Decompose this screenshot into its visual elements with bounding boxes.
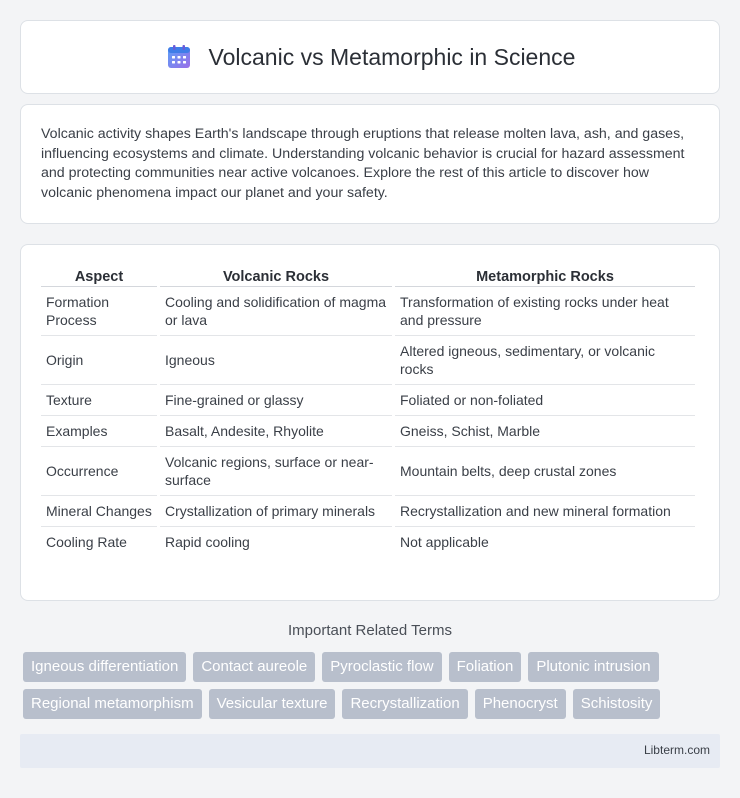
- row-metamorphic: Gneiss, Schist, Marble: [395, 416, 695, 447]
- related-term-tag[interactable]: Regional metamorphism: [23, 689, 202, 719]
- row-metamorphic: Mountain belts, deep crustal zones: [395, 447, 695, 496]
- row-aspect: Mineral Changes: [41, 496, 157, 527]
- related-terms-list: [23, 652, 723, 719]
- related-terms-title: Important Related Terms: [288, 622, 452, 639]
- table-row: [41, 447, 695, 496]
- row-volcanic: Fine-grained or glassy: [160, 385, 392, 416]
- intro-card: [20, 104, 720, 224]
- row-volcanic: Igneous: [160, 336, 392, 385]
- table-header-row: [41, 265, 695, 287]
- comparison-table: [38, 265, 698, 557]
- header-metamorphic: Metamorphic Rocks: [395, 265, 695, 287]
- footer-site-link[interactable]: Libterm.com: [643, 743, 710, 757]
- title-wrap: [165, 43, 576, 71]
- row-metamorphic: Foliated or non-foliated: [395, 385, 695, 416]
- row-aspect: Origin: [41, 336, 157, 385]
- related-term-tag[interactable]: Igneous differentiation: [23, 652, 186, 682]
- table-row: [41, 336, 695, 385]
- related-term-tag[interactable]: Foliation: [449, 652, 522, 682]
- row-volcanic: Rapid cooling: [165, 534, 250, 550]
- related-term-tag[interactable]: Phenocryst: [475, 689, 566, 719]
- row-metamorphic: Transformation of existing rocks under heat and pressure: [395, 287, 695, 336]
- row-aspect: Examples: [41, 416, 157, 447]
- related-term-tag[interactable]: Recrystallization: [342, 689, 467, 719]
- row-volcanic: Volcanic regions, surface or near-surface: [160, 447, 392, 496]
- related-term-tag[interactable]: Vesicular texture: [209, 689, 336, 719]
- row-aspect: Formation Process: [41, 287, 157, 336]
- row-aspect: Occurrence: [41, 447, 157, 496]
- row-volcanic: Crystallization of primary minerals: [160, 496, 392, 527]
- table-row: [41, 385, 695, 416]
- header-volcanic: Volcanic Rocks: [160, 265, 392, 287]
- table-row: [41, 287, 695, 336]
- page-title: Volcanic vs Metamorphic in Science: [208, 43, 576, 70]
- related-term-tag[interactable]: Plutonic intrusion: [528, 652, 658, 682]
- row-volcanic: Basalt, Andesite, Rhyolite: [160, 416, 392, 447]
- table-row: [41, 527, 695, 557]
- row-volcanic: Cooling and solidification of magma or lava: [160, 287, 392, 336]
- related-term-tag[interactable]: Contact aureole: [193, 652, 315, 682]
- footer: [20, 734, 720, 768]
- header-aspect: Aspect: [41, 265, 157, 287]
- related-term-tag[interactable]: Pyroclastic flow: [322, 652, 441, 682]
- table-row: [41, 416, 695, 447]
- row-aspect: Texture: [41, 385, 157, 416]
- header-card: [20, 20, 720, 94]
- comparison-card: [20, 244, 720, 601]
- row-metamorphic: Recrystallization and new mineral formation: [395, 496, 695, 527]
- row-aspect: Cooling Rate: [46, 534, 127, 550]
- intro-paragraph: Volcanic activity shapes Earth's landscape through eruptions that release molten lava, ash, and gases, influencing ecosystems and climate. Understanding volcanic behavior is crucial for hazard assessment and protecting communities near active volcanoes. Explore the rest of this article to discover how volcanic phenomena impact our planet and your safety.: [41, 126, 685, 201]
- row-metamorphic: Altered igneous, sedimentary, or volcanic rocks: [395, 336, 695, 385]
- calendar-icon: [165, 43, 193, 71]
- table-row: [41, 496, 695, 527]
- row-metamorphic: Not applicable: [400, 534, 489, 550]
- related-term-tag[interactable]: Schistosity: [573, 689, 661, 719]
